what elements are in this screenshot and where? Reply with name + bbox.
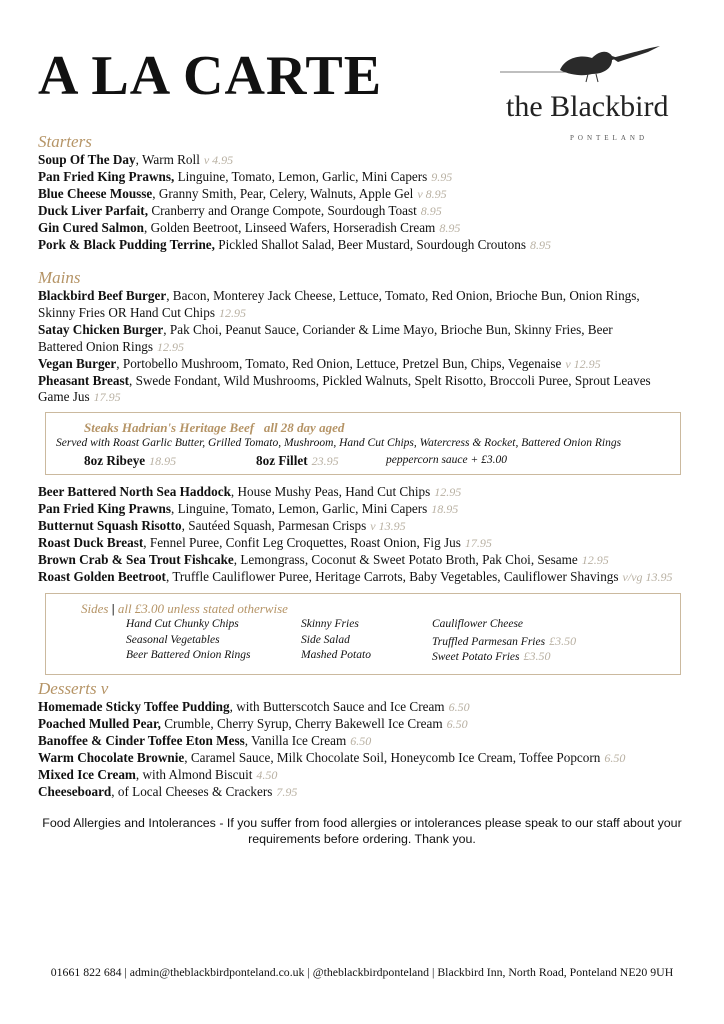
menu-item (38, 569, 673, 586)
item-name: Vegan Burger (38, 355, 117, 371)
item-description: Cranberry and Orange Compote, Sourdough Toast (148, 202, 417, 218)
item-price: 8.95 (420, 203, 442, 218)
side-item: Sweet Potato Fries £3.50 (432, 649, 551, 663)
item-name: Cheeseboard (38, 783, 112, 799)
side-price: £3.50 (523, 649, 551, 663)
item-description: , Bacon, Monterey Jack Cheese, Lettuce, Tomato, Red Onion, Brioche Bun, Onion Rings, (166, 288, 640, 303)
fillet-item (256, 453, 339, 470)
menu-item (38, 288, 651, 305)
menu-item (38, 699, 625, 716)
blackbird-icon (500, 44, 690, 144)
item-name: Pan Fried King Prawns, (38, 168, 175, 184)
side-item: Truffled Parmesan Fries £3.50 (432, 633, 577, 648)
side-item: Hand Cut Chunky Chips (126, 618, 239, 630)
item-description: , Sautéed Squash, Parmesan Crisps (181, 517, 367, 533)
item-name: Banoffee & Cinder Toffee Eton Mess (38, 732, 245, 748)
item-description: , Fennel Puree, Confit Leg Croquettes, Roast Onion, Fig Jus (143, 534, 461, 550)
menu-item (38, 552, 673, 569)
item-description: , Lemongrass, Coconut & Sweet Potato Broth, Pak Choi, Sesame (233, 551, 578, 567)
page-title: A LA CARTE (38, 45, 383, 107)
menu-item (38, 322, 651, 339)
item-price: v 13.95 (370, 518, 406, 533)
side-item: Mashed Potato (301, 649, 371, 661)
item-price: 18.95 (431, 501, 459, 516)
item-price: 17.95 (93, 390, 121, 405)
allergy-line: Food Allergies and Intolerances - If you suffer from food allergies or intolerances please speak to our staff about your (42, 816, 682, 830)
menu-item (38, 169, 551, 186)
side-price: £3.50 (549, 633, 577, 648)
item-price: v 4.95 (203, 153, 234, 167)
menu-item (38, 152, 551, 169)
item-name: Beer Battered North Sea Haddock (38, 484, 231, 499)
steaks-box (45, 412, 681, 475)
menu-item (38, 356, 651, 373)
menu-item (38, 186, 551, 203)
item-price: 12.95 (581, 552, 609, 567)
footer-contact: 01661 822 684 | admin@theblackbirdponteland.co.uk | @theblackbirdponteland | Blackbird Inn, North Road, Ponteland NE20 9UH (50, 965, 674, 979)
item-price: 12.95 (157, 339, 185, 354)
item-name: Blackbird Beef Burger (38, 288, 167, 303)
menu-item (38, 733, 625, 750)
item-price: 6.50 (604, 750, 626, 765)
item-description: , with Butterscotch Sauce and Ice Cream (229, 699, 445, 714)
item-price: 12.95 (218, 305, 246, 320)
item-description: , Truffle Cauliflower Puree, Heritage Carrots, Baby Vegetables, Cauliflower Shavings (165, 568, 619, 584)
menu-item (38, 220, 551, 237)
steaks-served: Served with Roast Garlic Butter, Grilled Tomato, Mushroom, Hand Cut Chips, Watercress & Rocket, Battered Onion Rings (56, 437, 622, 449)
item-name: Blue Cheese Mousse (38, 185, 153, 201)
item-price: 6.50 (446, 716, 468, 731)
item-price: v 12.95 (565, 356, 601, 371)
item-description: , Granny Smith, Pear, Celery, Walnuts, Apple Gel (152, 185, 414, 201)
item-price: 17.95 (464, 535, 492, 550)
item-price: 4.50 (256, 767, 278, 782)
item-price: v 8.95 (417, 186, 447, 201)
sides-heading: Sides | all £3.00 unless stated otherwise (81, 601, 288, 616)
item-price: v/vg 13.95 (622, 569, 673, 584)
item-description: , Vanilla Ice Cream (244, 732, 347, 748)
item-description: , House Mushy Peas, Hand Cut Chips (230, 484, 431, 499)
menu-item (38, 484, 673, 501)
item-description: , of Local Cheeses & Crackers (111, 783, 273, 799)
item-name: Gin Cured Salmon (38, 219, 145, 235)
item-price: 7.95 (276, 784, 298, 799)
menu-item-continued (38, 389, 651, 406)
svg-text:PONTELAND: PONTELAND (570, 134, 648, 142)
item-description: , Golden Beetroot, Linseed Wafers, Horseradish Cream (144, 219, 436, 235)
menu-item-continued (38, 305, 651, 322)
blackbird-logo (500, 44, 690, 144)
desserts-section (38, 679, 625, 800)
menu-item-continued (38, 339, 651, 356)
ribeye-item (84, 453, 176, 470)
peppercorn-sauce: peppercorn sauce + £3.00 (386, 454, 508, 466)
item-name: Duck Liver Parfait, (38, 202, 149, 218)
item-description: , Swede Fondant, Wild Mushrooms, Pickled Walnuts, Spelt Risotto, Broccoli Puree, Sprout Leaves (128, 372, 651, 388)
starters-section (38, 132, 551, 253)
svg-text:the Blackbird: the Blackbird (506, 90, 669, 123)
item-description: Skinny Fries OR Hand Cut Chips (38, 304, 215, 320)
item-name: Warm Chocolate Brownie (38, 749, 185, 765)
item-name: 8oz Fillet (256, 453, 308, 468)
menu-item (38, 767, 625, 784)
mains-continued (38, 484, 673, 585)
allergy-line: requirements before ordering. Thank you. (248, 832, 476, 846)
item-name: Mixed Ice Cream (38, 766, 136, 782)
item-price: 6.50 (350, 733, 372, 748)
item-description: Pickled Shallot Salad, Beer Mustard, Sourdough Croutons (214, 236, 526, 252)
item-name: Homemade Sticky Toffee Pudding (38, 699, 230, 714)
item-name: Roast Golden Beetroot (38, 568, 166, 584)
menu-item (38, 501, 673, 518)
item-name: Satay Chicken Burger (38, 321, 164, 337)
item-price: 6.50 (448, 700, 470, 714)
item-price: 23.95 (311, 454, 339, 468)
mains-heading: Mains (38, 268, 81, 287)
item-description: Game Jus (38, 389, 90, 405)
sides-box (45, 593, 681, 675)
item-name: Pork & Black Pudding Terrine, (38, 236, 215, 252)
desserts-heading: Desserts v (38, 679, 109, 698)
item-price: 8.95 (439, 220, 461, 235)
menu-item (38, 518, 673, 535)
side-item: Side Salad (301, 633, 350, 646)
item-description: , with Almond Biscuit (135, 766, 253, 782)
item-price: 9.95 (431, 169, 453, 184)
menu-item (38, 373, 651, 390)
item-name: 8oz Ribeye (84, 453, 146, 468)
item-description: Linguine, Tomato, Lemon, Garlic, Mini Capers (174, 168, 428, 184)
item-description: , Linguine, Tomato, Lemon, Garlic, Mini Capers (170, 500, 428, 516)
item-name: Poached Mulled Pear, (38, 715, 161, 731)
allergy-notice (0, 815, 724, 847)
item-name: Pan Fried King Prawns (38, 500, 171, 516)
side-item: Seasonal Vegetables (126, 633, 220, 646)
item-name: Butternut Squash Risotto (38, 517, 182, 533)
item-price: 8.95 (529, 237, 551, 252)
menu-item (38, 203, 551, 220)
item-description: , Pak Choi, Peanut Sauce, Coriander & Lime Mayo, Brioche Bun, Skinny Fries, Beer (163, 321, 613, 337)
starters-heading: Starters (38, 132, 92, 151)
item-description: , Portobello Mushroom, Tomato, Red Onion, Lettuce, Pretzel Bun, Chips, Vegenaise (116, 355, 562, 371)
menu-item (38, 535, 673, 552)
menu-item (38, 750, 625, 767)
item-description: , Warm Roll (135, 152, 200, 167)
item-description: Battered Onion Rings (38, 338, 154, 354)
item-name: Brown Crab & Sea Trout Fishcake (38, 551, 234, 567)
item-price: 18.95 (149, 454, 177, 468)
mains-section (38, 268, 651, 406)
menu-item (38, 237, 551, 254)
item-name: Roast Duck Breast (38, 534, 144, 550)
menu-item (38, 716, 625, 733)
item-name: Pheasant Breast (38, 372, 129, 388)
side-item: Beer Battered Onion Rings (126, 649, 251, 661)
menu-item (38, 784, 625, 801)
item-description: , Caramel Sauce, Milk Chocolate Soil, Honeycomb Ice Cream, Toffee Popcorn (184, 749, 601, 765)
side-item: Cauliflower Cheese (432, 618, 524, 630)
side-item: Skinny Fries (301, 618, 359, 630)
item-description: Crumble, Cherry Syrup, Cherry Bakewell Ice Cream (160, 715, 443, 731)
item-name: Soup Of The Day (38, 152, 136, 167)
steaks-heading: Steaks Hadrian's Heritage Beef all 28 day aged (84, 420, 345, 435)
item-price: 12.95 (434, 485, 462, 499)
